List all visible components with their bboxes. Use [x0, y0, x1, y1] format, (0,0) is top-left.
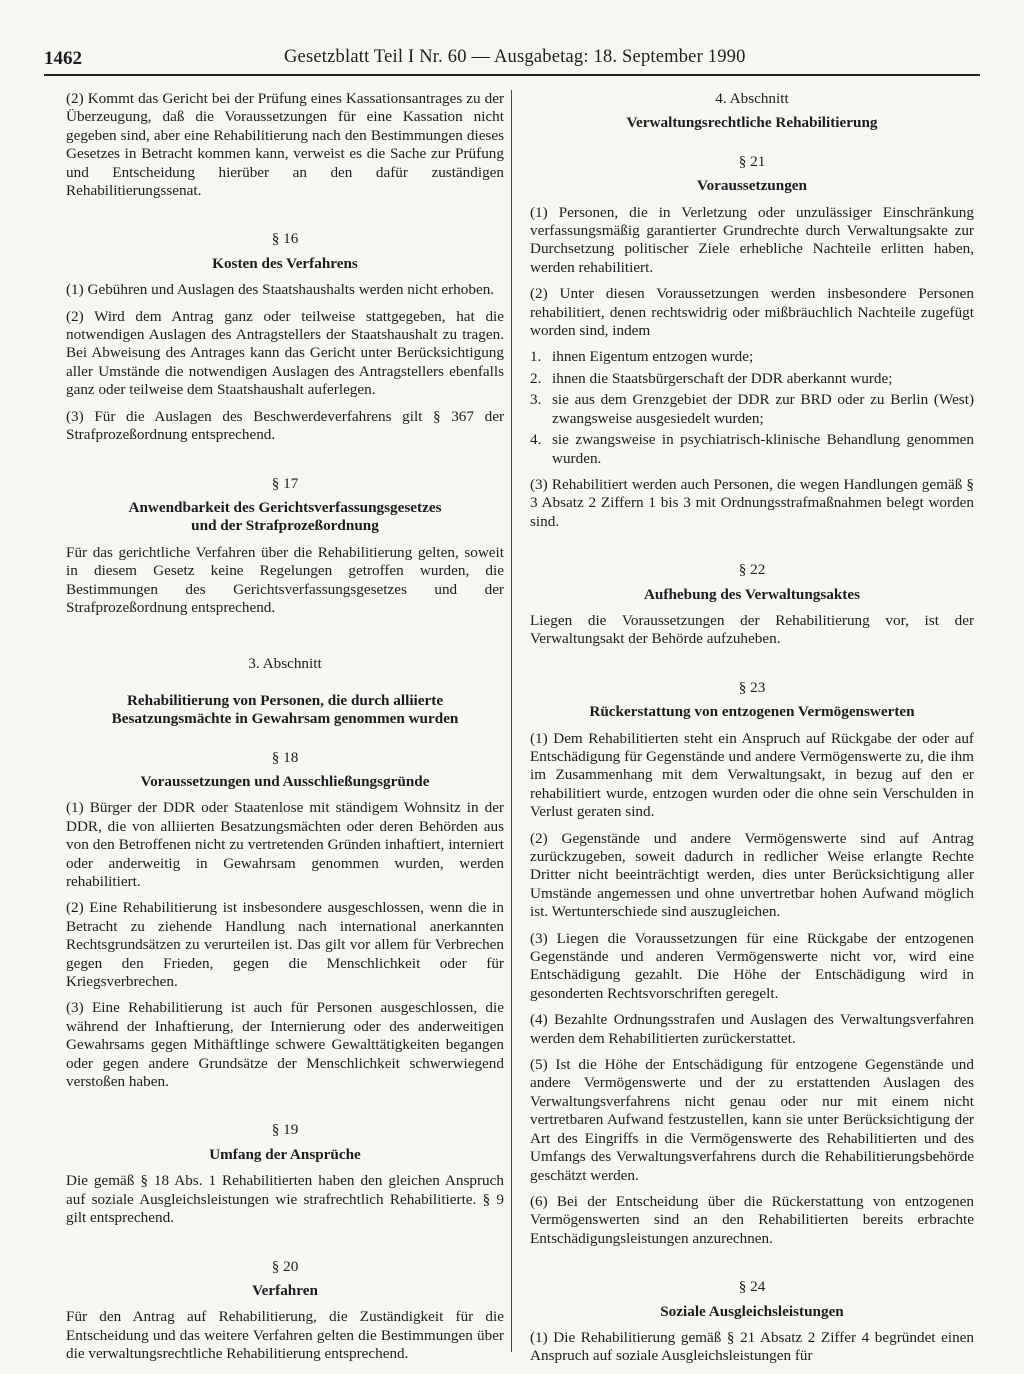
- section-18-label: § 18: [271, 748, 299, 766]
- section-23-label: § 23: [738, 678, 766, 696]
- page-number: 1462: [44, 48, 82, 69]
- list-item-number: 1.: [530, 348, 542, 366]
- chapter-3-title-line1: Rehabilitierung von Personen, die durch alliierte: [126, 691, 444, 709]
- paragraph-s23-1: (1) Dem Rehabilitierten steht ein Anspruch auf Rückgabe der oder auf Entschädigung für Gegenstände und andere Vermögenswerte zu, die ihm im Zusammenhang mit dem Verwaltungsakt, in bezug auf den er rehabilitiert wurde, entzogen wurden oder die ohne sein Verschulden in Verlust geraten sind.: [530, 729, 974, 821]
- paragraph-s23-5: (5) Ist die Höhe der Entschädigung für entzogene Gegenstände und andere Vermögenswerte und der zu erstattenden Auslagen des Verwaltungsverfahrens nicht genau oder nur mit einem nicht vertretbaren Aufwand festzustellen, kann sie unter Berücksichtigung der Art des Eingriffs in die Vermögenswerte des Rehabilitierten und des Umfangs des Verwaltungsverfahrens durch die Rehabilitierungsbehörde geschätzt werden.: [530, 1056, 974, 1184]
- paragraph-s21-3: (3) Rehabilitiert werden auch Personen, die wegen Handlungen gemäß § 3 Absatz 2 Ziffern 1 bis 3 mit Ordnungsstrafmaßnahmen belegt worden sind.: [530, 475, 974, 530]
- paragraph-s21-1: (1) Personen, die in Verletzung oder unzulässiger Einschränkung verfassungsmäßig garantierter Grundrechte durch Verwaltungsakte zur Durchsetzung politischer Ziele erhebliche Nachteile erlitten haben, werden rehabilitiert.: [530, 203, 974, 276]
- chapter-4-label: 4. Abschnitt: [715, 90, 789, 107]
- paragraph-s24-1: (1) Die Rehabilitierung gemäß § 21 Absatz 2 Ziffer 4 begründet einen Anspruch auf soziale Ausgleichsleistungen für: [530, 1328, 974, 1365]
- right-column: [530, 90, 974, 1374]
- paragraph-s22-1: Liegen die Voraussetzungen der Rehabilitierung vor, ist der Verwaltungsakt der Behörde aufzuheben.: [530, 611, 974, 648]
- paragraph-s23-6: (6) Bei der Entscheidung über die Rückerstattung von entzogenen Vermögenswerten sind an den Rehabilitierten bereits erbrachte Entschädigungsleistungen anzurechnen.: [530, 1192, 974, 1247]
- paragraph-s17-1: Für das gerichtliche Verfahren über die Rehabilitierung gelten, soweit in diesem Gesetz keine Regelungen getroffen wurden, die Bestimmungen des Gerichtsverfassungsgesetzes und der Strafprozeßordnung entsprechend.: [66, 543, 504, 616]
- list-item-text: ihnen Eigentum entzogen wurde;: [552, 348, 754, 366]
- paragraph-s18-2: (2) Eine Rehabilitierung ist insbesondere ausgeschlossen, wenn die in Betracht zu ziehende Handlung nach international anerkannten Rechtsgrundsätzen zu verurteilen ist. Das gilt vor allem für Verbrechen gegen den Frieden, gegen die Menschlichkeit oder für Kriegsverbrechen.: [66, 899, 504, 991]
- section-21-label: § 21: [738, 152, 766, 170]
- paragraph-s16-2: (2) Wird dem Antrag ganz oder teilweise stattgegeben, hat die notwendigen Auslagen des Antragstellers der Staatshaushalt zu tragen. Bei Abweisung des Antrages kann das Gericht unter Berücksichtigung aller Umstände die notwendigen Auslagen des Antragstellers ebenfalls ganz oder teilweise dem Staatshaushalt auferlegen.: [66, 307, 504, 399]
- section-18-title: Voraussetzungen und Ausschließungsgründe: [140, 772, 430, 790]
- section-20-title: Verfahren: [252, 1281, 318, 1299]
- section-24-label: § 24: [738, 1278, 766, 1296]
- chapter-3-title-line2: Besatzungsmächte in Gewahrsam genommen wurden: [111, 710, 459, 728]
- section-24-title: Soziale Ausgleichsleistungen: [660, 1302, 844, 1320]
- paragraph-s16-3: (3) Für die Auslagen des Beschwerdeverfahrens gilt § 367 der Strafprozeßordnung entsprechend.: [66, 407, 504, 444]
- header-title: Gesetzblatt Teil I Nr. 60 — Ausgabetag: 18. September 1990: [284, 47, 746, 67]
- chapter-3-label: 3. Abschnitt: [248, 655, 322, 673]
- list-item-text: ihnen die Staatsbürgerschaft der DDR aberkannt wurde;: [552, 369, 893, 387]
- paragraph-s16-1: (1) Gebühren und Auslagen des Staatshaushalts werden nicht erhoben.: [66, 281, 495, 299]
- list-item: [530, 391, 974, 428]
- section-17-title-line1: Anwendbarkeit des Gerichtsverfassungsgesetzes: [128, 498, 442, 516]
- section-21-title: Voraussetzungen: [697, 177, 807, 195]
- section-16-title: Kosten des Verfahrens: [212, 254, 358, 272]
- section-22-title: Aufhebung des Verwaltungsaktes: [643, 585, 861, 603]
- list-item-number: 2.: [530, 369, 542, 387]
- section-22-label: § 22: [738, 561, 766, 579]
- paragraph-s23-4: (4) Bezahlte Ordnungsstrafen und Auslagen des Verwaltungsverfahren werden dem Rehabilitierten zurückerstattet.: [530, 1011, 974, 1047]
- section-16-label: § 16: [271, 230, 299, 248]
- paragraph-s23-3: (3) Liegen die Voraussetzungen für eine Rückgabe der entzogenen Gegenstände und anderen Vermögenswerte nicht vor, wird eine Entschädigung gezahlt. Die Höhe der Entschädigung wird in gesonderten Rechtsvorschriften geregelt.: [530, 929, 974, 1002]
- column-divider: [511, 90, 512, 1352]
- section-19-label: § 19: [271, 1121, 299, 1139]
- paragraph-s21-2: (2) Unter diesen Voraussetzungen werden insbesondere Personen rehabilitiert, denen rechtswidrig oder mißbräuchlich Nachteile zugefügt worden sind, indem: [530, 285, 974, 340]
- section-19-title: Umfang der Ansprüche: [209, 1145, 361, 1163]
- list-item-text: sie zwangsweise in psychiatrisch-klinische Behandlung genommen wurden.: [552, 431, 974, 467]
- list-item: [530, 348, 974, 366]
- paragraph-s20-1: Für den Antrag auf Rehabilitierung, die Zuständigkeit für die Entscheidung und das weitere Verfahren gelten die Bestimmungen über die verwaltungsrechtliche Rehabilitierung entsprechend.: [66, 1308, 504, 1363]
- paragraph-s15-2: (2) Kommt das Gericht bei der Prüfung eines Kassationsantrages zu der Überzeugung, daß die Voraussetzungen für eine Kassation nicht gegeben sind, aber eine Rehabilitierung nach den Bestimmungen dieses Gesetzes in Betracht kommen kann, verweist es die Sache zur Prüfung und Entscheidung hierüber an den dafür zuständigen Rehabilitierungssenat.: [66, 90, 504, 200]
- list-item-number: 4.: [530, 431, 542, 449]
- list-item-text: sie aus dem Grenzgebiet der DDR zur BRD oder zu Berlin (West) zwangsweise ausgesiedelt wurden;: [552, 391, 974, 427]
- paragraph-s23-2: (2) Gegenstände und andere Vermögenswerte sind auf Antrag zurückzugeben, soweit dadurch in redlicher Weise erlangte Rechte Dritter nicht beeinträchtigt werden, dies unter Berücksichtigung aller Umstände angemessen und ohne unvertretbar hohen Aufwand möglich ist. Wertunterschiede sind auszugleichen.: [530, 829, 974, 921]
- list-item: [530, 370, 974, 388]
- paragraph-s18-1: (1) Bürger der DDR oder Staatenlose mit ständigem Wohnsitz in der DDR, die von alliierten Besatzungsmächten oder deren Behörden aus von den Betroffenen nicht zu vertretenden Gründen inhaftiert, interniert oder anderweitig in Gewahrsam genommen wurden, werden rehabilitiert.: [66, 799, 504, 890]
- list-item-number: 3.: [530, 391, 542, 409]
- left-column: [66, 90, 504, 1372]
- page-header: [44, 46, 980, 76]
- section-17-label: § 17: [271, 474, 299, 492]
- paragraph-s19-1: Die gemäß § 18 Abs. 1 Rehabilitierten haben den gleichen Anspruch auf soziale Ausgleichsleistungen wie strafrechtlich Rehabilitierte. § 9 gilt entsprechend.: [66, 1172, 504, 1227]
- section-23-title: Rückerstattung von entzogenen Vermögenswerten: [589, 703, 915, 721]
- section-20-label: § 20: [271, 1257, 299, 1275]
- chapter-4-title: Verwaltungsrechtliche Rehabilitierung: [626, 114, 878, 132]
- list-item: [530, 431, 974, 468]
- section-17-title-line2: und der Strafprozeßordnung: [191, 517, 379, 535]
- paragraph-s18-3: (3) Eine Rehabilitierung ist auch für Personen ausgeschlossen, die während der Inhaftierung, der Internierung oder des anderweitigen Gewahrsams gegen Mithäftlinge schwere Gewalttätigkeiten begangen oder gegen andere Grundsätze der Menschlichkeit schwerwiegend verstoßen haben.: [66, 999, 504, 1091]
